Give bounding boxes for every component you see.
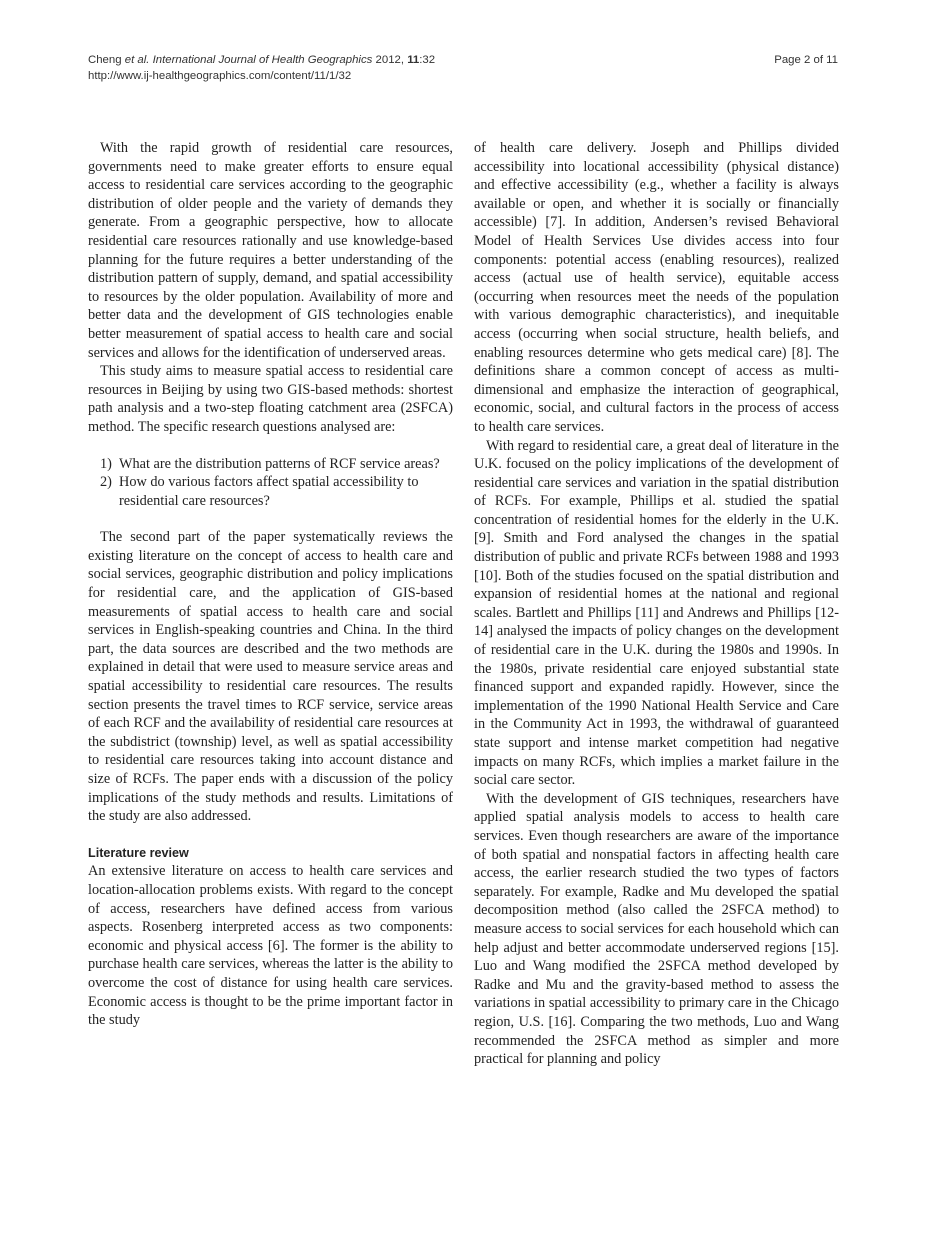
header-url[interactable]: http://www.ij-healthgeographics.com/content/11/1/32 — [88, 70, 352, 82]
literature-paragraph-1-continued: of health care delivery. Joseph and Phillips divided accessibility into locational accessibility (physical distance) and effective accessibility (e.g., whether a facility is always available or open, and whether it is socially or financially accessible) [7]. In addition, Andersen’s revised Behavioral Model of Health Services Use divides access into four components: potential access (enabling resources), realized access (actual use of health service), equitable access (occurring when resources meet the needs of the population with various demographic characteristics), and inequitable access (occurring when social structure, health beliefs, and enabling resources determine who gets medical care) [8]. The definitions share a common concept of access as multi-dimensional and emphasize the interaction of geographical, economic, social, and cultural factors in the process of access to health care services. — [474, 140, 839, 435]
research-questions-list — [88, 455, 453, 511]
left-column — [88, 139, 453, 1030]
question-number: 1) — [100, 455, 112, 472]
header-et-al: et al. — [124, 54, 150, 66]
intro-paragraph-3: The second part of the paper systematically reviews the existing literature on the concept of access to health care and social services, geographic distribution and policy implications for residential care, and the application of GIS-based measurements of spatial access to health care and social services in English-speaking countries and China. In the third part, the data sources are described and the two methods are explained in detail that were used to measure service areas and spatial accessibility to residential care resources. The results section presents the travel times to RCF service, service areas of each RCF and the availability of residential care resources at the subdistrict (township) level, as well as spatial accessibility to residential care resources taking into account distance and size of RCFs. The paper ends with a discussion of the policy implications of the study methods and results. Limitations of the study are also addressed. — [88, 529, 453, 825]
literature-paragraph-1: An extensive literature on access to health care services and location-allocation problems exists. With regard to the concept of access, researchers have defined access from various aspects. Rosenberg interpreted access as two components: economic and physical access [6]. The former is the ability to purchase health care services, whereas the latter is the ability to overcome the cost of distance for using health care services. Economic access is thought to be the prime important factor in the study — [88, 863, 453, 1029]
header-article: :32 — [419, 54, 436, 66]
literature-paragraph-3: With the development of GIS techniques, researchers have applied spatial analysis models to access to health care services. Even though researchers are aware of the importance of both spatial and nonspatial factors in affecting health care access, the earlier research studied the two types of factors separately. For example, Radke and Mu developed the spatial decomposition method (also called the 2SFCA method) to measure access to social services for each household which can help adjust and better accommodate underserved regions [15]. Luo and Wang modified the 2SFCA method developed by Radke and Mu and the gravity-based method to assess the variations in spatial accessibility to primary care in the Chicago region, U.S. [16]. Comparing the two methods, Luo and Wang recommended the 2SFCA method as simpler and more practical for planning and policy — [474, 790, 839, 1068]
question-text: How do various factors affect spatial accessibility to residential care resources? — [119, 474, 419, 509]
literature-paragraph-2: With regard to residential care, a great deal of literature in the U.K. focused on the policy implications of the development of residential care services and variation in the spatial distribution of RCFs. For example, Phillips et al. studied the spatial concentration of residential homes for the elderly in the U.K. [9]. Smith and Ford analysed the changes in the spatial distribution of public and private RCFs between 1988 and 1993 [10]. Both of the studies focused on the spatial distribution and expansion of residential homes at the national and regional scales. Bartlett and Phillips [11] and Andrews and Phillips [12-14] analysed the impacts of policy changes on the development of residential care in the U.K. during the 1980s and 1990s. In the 1980s, private residential care enjoyed substantial state financed support and expanded rapidly. However, since the implementation of the 1990 National Health Service and Care in the Community Act in 1993, the withdrawal of guaranteed state support and intense market competition had negative impacts on many RCFs, which implies a market failure in the social care sector. — [474, 437, 839, 789]
question-number: 2) — [100, 474, 112, 491]
header-journal: International Journal of Health Geographics — [152, 54, 373, 66]
intro-paragraph-2: This study aims to measure spatial access to residential care resources in Beijing by using two GIS-based methods: shortest path analysis and a two-step floating catchment area (2SFCA) method. The specific research questions analysed are: — [88, 363, 453, 435]
citation-line — [88, 52, 435, 68]
header-year: 2012, — [375, 54, 405, 66]
header-author: Cheng — [88, 54, 122, 66]
research-question-2 — [88, 473, 453, 510]
intro-paragraph-1: With the rapid growth of residential care resources, governments need to make greater efforts to ensure equal access to residential care services according to the geographic distribution of older people and the variety of demands they generate. From a geographic perspective, how to allocate residential care resources rationally and use knowledge-based planning for the future requires a better understanding of the distribution pattern of supply, demand, and spatial accessibility to resources by the older population. Availability of more and better data and the development of GIS technologies enable better measurement of spatial access to health care and social services and allows for the identification of underserved areas. — [88, 140, 453, 361]
question-text: What are the distribution patterns of RCF service areas? — [119, 455, 440, 472]
right-column — [474, 139, 839, 1069]
research-question-1 — [88, 455, 453, 474]
page-number: Page 2 of 11 — [774, 54, 838, 66]
section-heading-literature-review: Literature review — [88, 845, 189, 860]
header-volume: 11 — [407, 54, 420, 66]
